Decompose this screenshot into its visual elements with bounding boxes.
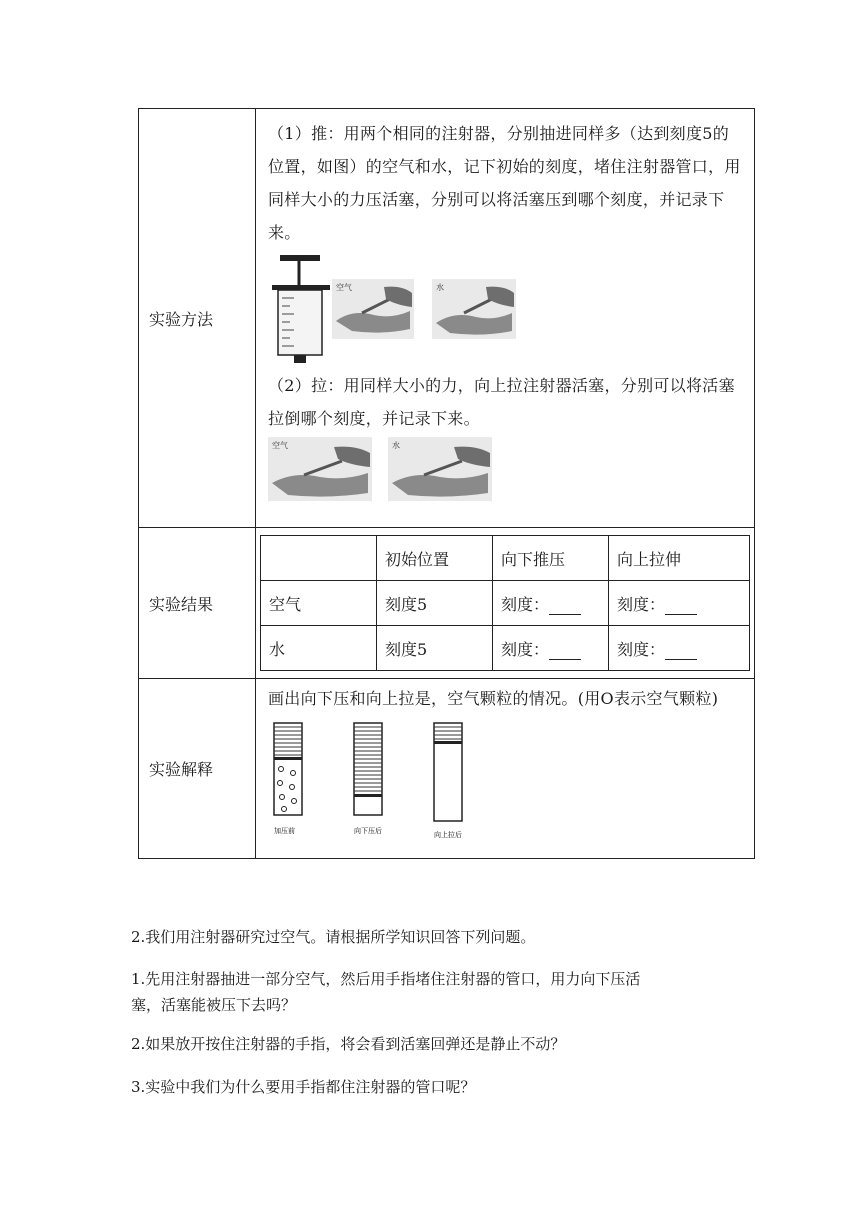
- push-water-tag: 水: [436, 283, 444, 292]
- push-water-photo: [432, 279, 516, 339]
- result-table: [260, 535, 750, 671]
- row-initial: 刻度5: [377, 626, 493, 671]
- answer-blank[interactable]: [665, 598, 697, 615]
- pull-image-row: [268, 435, 744, 505]
- table-row: [261, 626, 750, 671]
- pull-air-tag: 空气: [272, 441, 288, 450]
- experiment-table: [138, 108, 755, 859]
- row-up-label: 刻度：: [617, 639, 666, 659]
- pull-water-photo: [388, 437, 492, 501]
- explain-content: [256, 679, 755, 859]
- header-cell: 向下推压: [493, 536, 609, 581]
- tube-caption: 加压前: [274, 827, 295, 835]
- row-up: [609, 581, 750, 626]
- row-down: [493, 581, 609, 626]
- question-title: 2.我们用注射器研究过空气。请根据所学知识回答下列问题。: [131, 928, 536, 946]
- tube-diagrams: [268, 721, 744, 851]
- row-down-label: 刻度：: [501, 639, 550, 659]
- result-label: 实验结果: [139, 528, 256, 679]
- method-label: 实验方法: [139, 109, 256, 528]
- row-up-label: 刻度：: [617, 594, 666, 614]
- answer-blank[interactable]: [549, 598, 581, 615]
- method-push-text: （1）推：用两个相同的注射器，分别抽进同样多（达到刻度5的位置，如图）的空气和水，记下初始的刻度，堵住注射器管口，用同样大小的力压活塞，分别可以将活塞压到哪个刻度，并记录下来。: [268, 124, 741, 242]
- push-air-photo: [332, 279, 414, 339]
- table-row: [261, 581, 750, 626]
- tube-drawings: [268, 721, 528, 851]
- tube-caption: 向上拉后: [434, 831, 462, 839]
- question-3: 3.实验中我们为什么要用手指都住注射器的管口呢？: [131, 1078, 476, 1096]
- header-cell: [261, 536, 377, 581]
- result-header-row: [261, 536, 750, 581]
- tube-caption: 向下压后: [354, 827, 382, 835]
- header-cell: 初始位置: [377, 536, 493, 581]
- row-name: 水: [261, 626, 377, 671]
- row-name: 空气: [261, 581, 377, 626]
- method-content: [256, 109, 755, 528]
- result-content: [256, 528, 755, 679]
- question-1-line2: 塞，活塞能被压下去吗？: [131, 996, 297, 1014]
- method-pull-text: （2）拉：用同样大小的力，向上拉注射器活塞，分别可以将活塞拉倒哪个刻度，并记录下来。: [268, 376, 735, 428]
- row-up: [609, 626, 750, 671]
- pull-water-tag: 水: [392, 441, 400, 450]
- answer-blank[interactable]: [665, 643, 697, 660]
- explain-label: 实验解释: [139, 679, 256, 859]
- question-2: 2.如果放开按住注射器的手指，将会看到活塞回弹还是静止不动？: [131, 1035, 566, 1053]
- push-air-tag: 空气: [336, 283, 352, 292]
- row-down-label: 刻度：: [501, 594, 550, 614]
- answer-blank[interactable]: [549, 643, 581, 660]
- row-down: [493, 626, 609, 671]
- syringe-diagram: [272, 253, 332, 365]
- explain-text: 画出向下压和向上拉是，空气颗粒的情况。(用O表示空气颗粒): [268, 689, 719, 708]
- row-initial: 刻度5: [377, 581, 493, 626]
- pull-air-photo: [268, 437, 372, 501]
- header-cell: 向上拉伸: [609, 536, 750, 581]
- question-1-line1: 1.先用注射器抽进一部分空气，然后用手指堵住注射器的管口，用力向下压活: [131, 970, 641, 988]
- push-image-row: [268, 249, 744, 369]
